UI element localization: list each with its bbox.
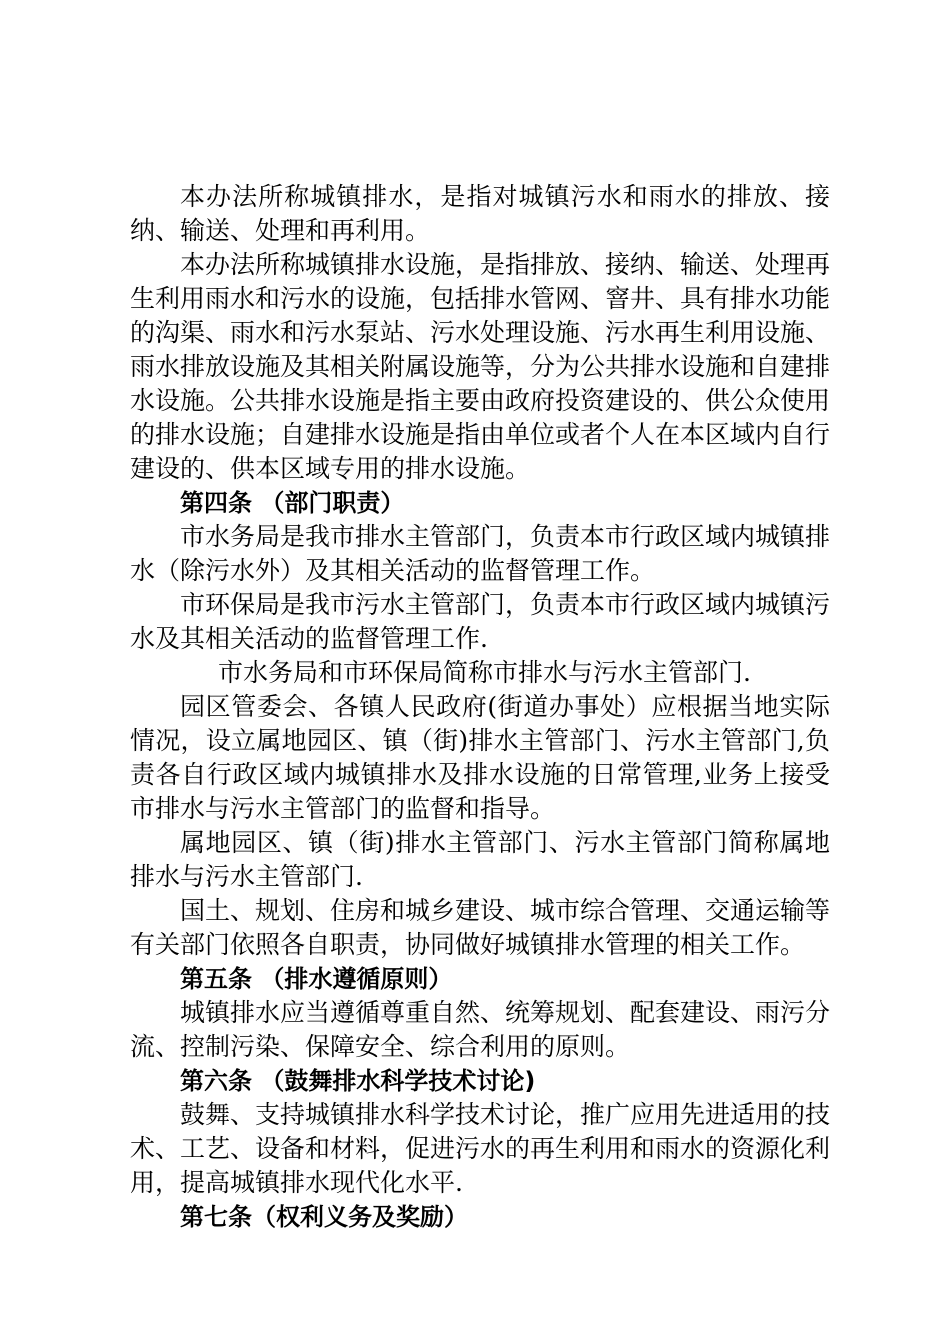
- paragraph-drainage-facilities-definition: 本办法所称城镇排水设施，是指排放、接纳、输送、处理再生利用雨水和污水的设施，包括排水管网、窨井、具有排水功能的沟渠、雨水和污水泵站、污水处理设施、污水再生利用设施、雨水排放设施及其相关附属设施等，分为公共排水设施和自建排水设施。公共排水设施是指主要由政府投资建设的、供公众使用的排水设施；自建排水设施是指由单位或者个人在本区域内自行建设的、供本区域专用的排水设施。: [130, 250, 831, 483]
- article-7-heading: 第七条（权利义务及奖励）: [180, 1203, 468, 1231]
- paragraph-abbreviation: 市水务局和市环保局简称市排水与污水主管部门.: [218, 658, 751, 687]
- paragraph-other-departments: 国土、规划、住房和城乡建设、城市综合管理、交通运输等有关部门依照各自职责，协同做好城镇排水管理的相关工作。: [130, 896, 831, 959]
- paragraph-water-bureau: 市水务局是我市排水主管部门，负责本市行政区域内城镇排水（除污水外）及其相关活动的监督管理工作。: [130, 522, 831, 585]
- paragraph-technology: 鼓舞、支持城镇排水科学技术讨论，推广应用先进适用的技术、工艺、设备和材料，促进污水的再生利用和雨水的资源化利用，提高城镇排水现代化水平.: [130, 1100, 831, 1197]
- article-5-heading: 第五条 （排水遵循原则）: [180, 965, 453, 993]
- paragraph-local-departments: 园区管委会、各镇人民政府(街道办事处）应根据当地实际情况，设立属地园区、镇（街)排水主管部门、污水主管部门,负责各自行政区域内城镇排水及排水设施的日常管理,业务上接受市排水与污水主管部门的监督和指导。: [130, 692, 830, 823]
- article-6-heading: 第六条 （鼓舞排水科学技术讨论): [180, 1067, 536, 1095]
- paragraph-local-abbreviation: 属地园区、镇（街)排水主管部门、污水主管部门简称属地排水与污水主管部门.: [130, 828, 830, 891]
- paragraph-drainage-definition: 本办法所称城镇排水，是指对城镇污水和雨水的排放、接纳、输送、处理和再利用。: [130, 182, 830, 245]
- paragraph-environmental-bureau: 市环保局是我市污水主管部门，负责本市行政区域内城镇污水及其相关活动的监督管理工作.: [130, 590, 831, 653]
- paragraph-principles: 城镇排水应当遵循尊重自然、统筹规划、配套建设、雨污分流、控制污染、保障安全、综合利用的原则。: [130, 998, 831, 1061]
- document-body: [130, 180, 830, 1234]
- article-4-heading: 第四条 （部门职责）: [180, 489, 405, 517]
